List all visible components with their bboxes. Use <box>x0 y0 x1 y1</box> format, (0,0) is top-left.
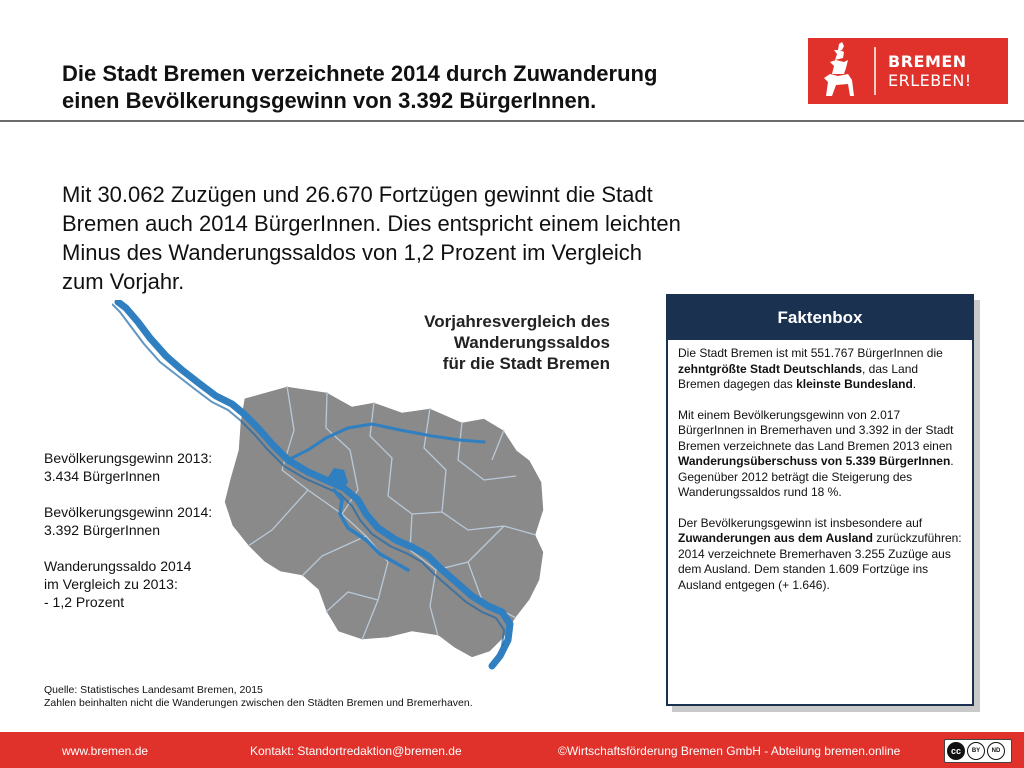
map-title-line2: Wanderungssaldos <box>453 333 610 352</box>
page-title-line1: Die Stadt Bremen verzeichnete 2014 durch Zuwanderung <box>62 61 658 86</box>
factbox-heading: Faktenbox <box>668 296 972 340</box>
text-run: Mit einem Bevölkerungsgewinn von 2.017 BürgerInnen in Bremerhaven und 3.392 in der Stadt Bremen verzeichnete das Land Bremen 2013 einen <box>678 407 954 453</box>
emphasis: kleinste Bundesland <box>796 377 913 391</box>
factbox-paragraph-3 <box>678 516 962 594</box>
factbox-paragraph-2 <box>678 408 962 501</box>
text-run: . <box>912 377 917 391</box>
stat-saldo <box>44 557 284 611</box>
text-run: Der Bevölkerungsgewinn ist insbesondere auf <box>678 515 923 530</box>
cc-by-label: BY <box>971 748 981 754</box>
stat-gain-2013 <box>44 449 284 485</box>
footer-bar <box>0 732 1024 768</box>
text-run: , das Land Bremen dagegen das <box>678 361 919 391</box>
title-divider <box>0 120 1024 122</box>
text-run: Die Stadt Bremen ist mit 551.767 BürgerInnen die <box>678 346 943 360</box>
footer-website-link[interactable]: www.bremen.de <box>62 744 149 758</box>
cc-icon: cc <box>947 742 965 760</box>
stat-gain-2013-label: Bevölkerungsgewinn 2013: <box>44 450 213 466</box>
factbox-body <box>678 346 962 686</box>
emphasis: Wanderungsüberschuss von 5.339 BürgerInnen <box>678 454 951 468</box>
stat-gain-2013-value: 3.434 BürgerInnen <box>44 468 160 484</box>
emphasis: zehntgrößte Stadt Deutschlands <box>678 361 863 376</box>
page-title <box>62 60 782 114</box>
intro-paragraph: Mit 30.062 Zuzügen und 26.670 Fortzügen gewinnt die Stadt Bremen auch 2014 BürgerInnen. Dies entspricht einem leichten Minus des Wanderungssaldos von 1,2 Prozent im Vergleich zum Vorjahr. <box>62 182 681 294</box>
map-title-line3: für die Stadt Bremen <box>442 354 610 373</box>
stat-gain-2014-value: 3.392 BürgerInnen <box>44 522 160 538</box>
logo-separator <box>874 47 876 95</box>
footer-copyright: ©Wirtschaftsförderung Bremen GmbH - Abteilung bremen.online <box>558 744 901 758</box>
cc-nd-label: ND <box>991 748 1001 754</box>
bremen-logo[interactable] <box>808 38 1008 104</box>
text-run: zurückzuführen: 2014 verzeichnete Bremerhaven 3.255 Zuzüge aus dem Ausland. Dem standen 1.609 Fortzüge ins Ausland entgegen (+ 1.646). <box>678 531 962 592</box>
town-musicians-icon <box>808 38 874 104</box>
stat-saldo-label2: im Vergleich zu 2013: <box>44 576 178 592</box>
logo-wordmark <box>888 52 972 90</box>
text-run: . Gegenüber 2012 beträgt die Steigerung des Wanderungssaldos rund 18 %. <box>678 454 954 499</box>
map-title <box>380 311 610 374</box>
logo-line1: BREMEN <box>888 52 967 71</box>
cc-by-icon <box>967 742 985 760</box>
source-line1: Quelle: Statistisches Landesamt Bremen, 2015 <box>44 684 263 696</box>
cc-nd-icon <box>987 742 1005 760</box>
footer-contact-link[interactable]: Kontakt: Standortredaktion@bremen.de <box>250 744 462 758</box>
logo-line2: ERLEBEN! <box>888 71 972 90</box>
cc-license-badge[interactable] <box>944 739 1012 763</box>
stat-gain-2014 <box>44 503 284 539</box>
page-title-line2: einen Bevölkerungsgewinn von 3.392 BürgerInnen. <box>62 88 597 113</box>
factbox-paragraph-1 <box>678 346 962 393</box>
stat-saldo-label1: Wanderungssaldo 2014 <box>44 558 192 574</box>
source-note <box>44 684 644 710</box>
emphasis: Zuwanderungen aus dem Ausland <box>678 531 873 545</box>
source-line2: Zahlen beinhalten nicht die Wanderungen zwischen den Städten Bremen und Bremerhaven. <box>44 697 473 709</box>
factbox <box>666 294 974 706</box>
map-title-line1: Vorjahresvergleich des <box>424 312 610 331</box>
stats-panel <box>44 449 284 629</box>
stat-gain-2014-label: Bevölkerungsgewinn 2014: <box>44 504 213 520</box>
stat-saldo-value: - 1,2 Prozent <box>44 594 125 610</box>
